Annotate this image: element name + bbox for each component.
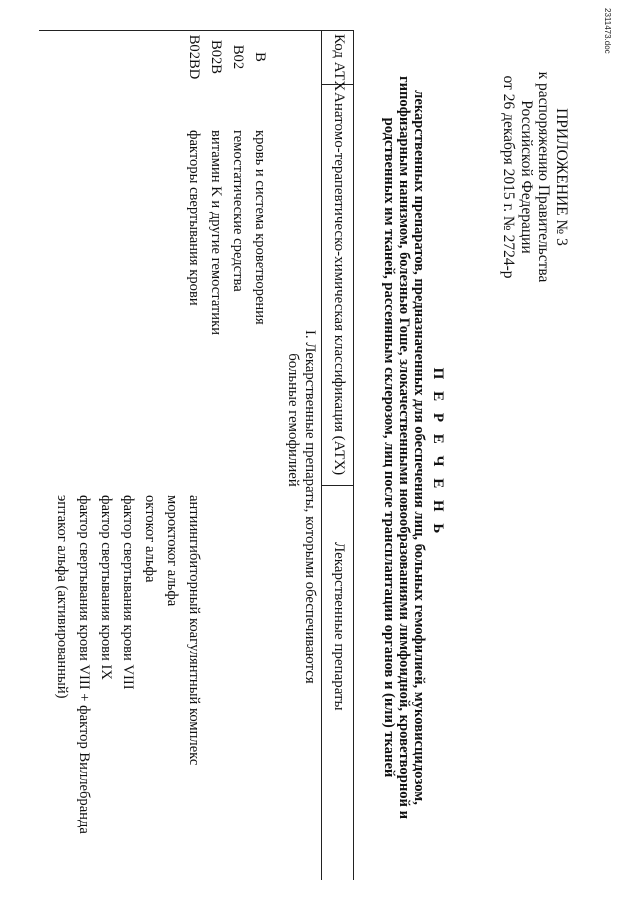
drug-item: фактор свертывания крови VIII xyxy=(120,495,136,690)
atc-name: кровь и система кроветворения xyxy=(252,130,268,325)
atc-code: B02 xyxy=(230,44,246,70)
document-file-id: 2311473.doc xyxy=(603,8,612,54)
atc-code: B02B xyxy=(208,39,224,75)
section-title xyxy=(284,330,318,684)
table-column-divider xyxy=(321,485,354,486)
atc-name: гемостатические средства xyxy=(230,130,246,292)
atc-name: витамин K и другие гемостатики xyxy=(208,130,224,336)
document-title: П Е Р Е Ч Е Н Ь xyxy=(430,367,446,538)
document-subtitle xyxy=(381,55,426,840)
atc-code: B xyxy=(252,52,268,62)
appendix-line: Российской Федерации xyxy=(517,100,535,254)
appendix-header xyxy=(500,27,570,327)
table-row xyxy=(183,30,205,485)
subtitle-line: гипофизарным нанизмом, болезнью Гоше, злокачественными новообразованиями лимфоидной, кроветворной и xyxy=(396,75,412,820)
section-title-line: I. Лекарственные препараты, которыми обеспечиваются xyxy=(302,330,318,684)
appendix-line: к распоряжению Правительства xyxy=(535,71,553,283)
table-top-border xyxy=(353,30,354,880)
section-title-line: больные гемофилией xyxy=(285,353,301,487)
atc-name: факторы свертывания крови xyxy=(186,130,202,306)
drug-item: октоког альфа xyxy=(142,495,158,583)
drug-item: мороктоког альфа xyxy=(164,495,180,607)
table-row xyxy=(205,30,227,485)
header-classification: Анатомо-терапевтическо-химическая классификация (АТХ) xyxy=(331,92,347,476)
table-header-border xyxy=(321,30,322,880)
appendix-date: от 26 декабря 2015 г. № 2724-р xyxy=(500,75,518,279)
subtitle-line: родственных им тканей, рассеянным склерозом, лиц после трансплантации органов и (или) тканей xyxy=(381,117,397,778)
drug-item: антиингибиторный коагулянтный комплекс xyxy=(186,495,202,766)
drug-item: фактор свертывания крови VIII + фактор Виллебранда xyxy=(76,495,92,834)
header-drugs: Лекарственные препараты xyxy=(331,542,347,711)
subtitle-line: лекарственных препаратов, предназначенных для обеспечения лиц, больных гемофилией, муковисцидозом, xyxy=(411,90,427,805)
atc-code: B02BD xyxy=(186,34,202,80)
table-row xyxy=(227,30,249,485)
drug-item: эптаког альфа (активированный) xyxy=(54,495,70,699)
drug-table xyxy=(33,30,363,880)
table-row xyxy=(249,30,271,485)
header-code: Код АТХ xyxy=(331,34,347,92)
appendix-title: ПРИЛОЖЕНИЕ № 3 xyxy=(553,108,570,246)
drug-item: фактор свертывания крови IX xyxy=(98,495,114,680)
